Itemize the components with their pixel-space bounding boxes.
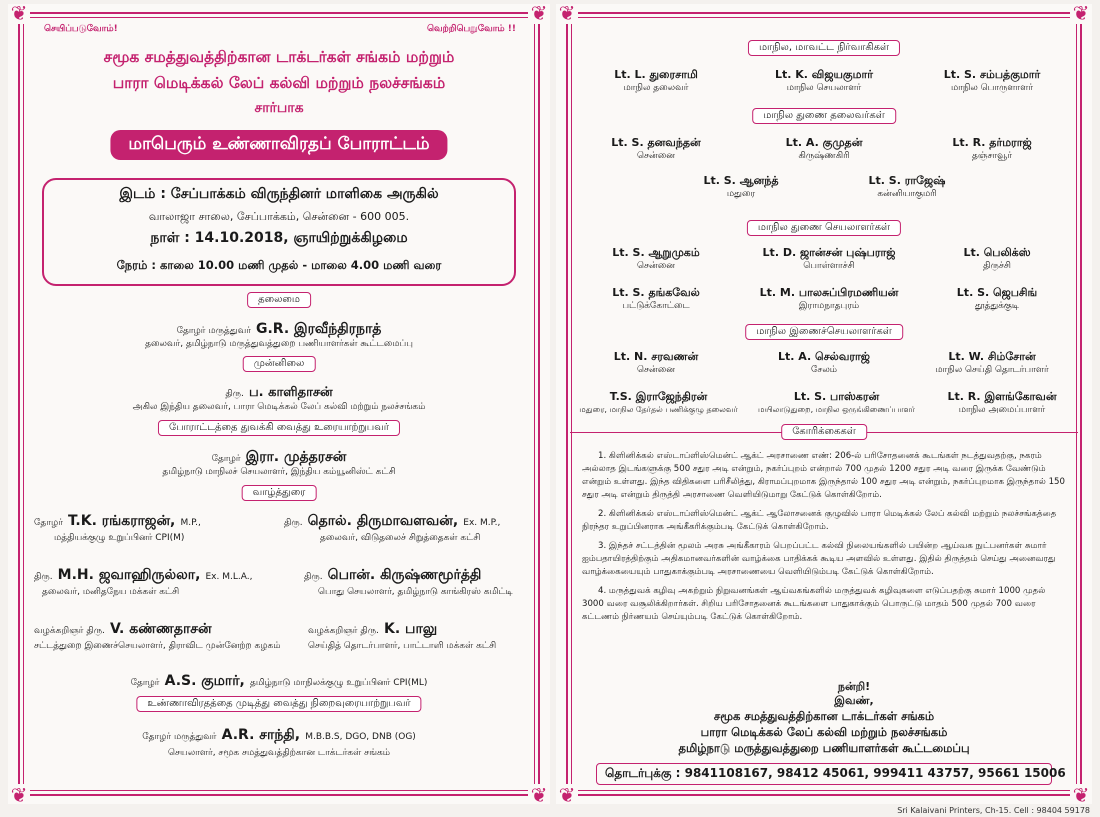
signature-org-2: பாரா மெடிக்கல் லேப் கல்வி மற்றும் நலச்சங்கம்	[700, 725, 948, 739]
org-line-3: சார்பாக	[254, 100, 304, 116]
officer-role: மாநில பொருளாளர்	[950, 83, 1034, 93]
org-line-1: சமூக சமத்துவத்திற்கான டாக்டர்கள் சங்கம் மற்றும்	[103, 48, 455, 66]
greeter-role: மத்தியக்குழு உறுப்பினர் CPI(M)	[54, 533, 185, 543]
greeter-name: M.H. ஜவாஹிருல்லா,	[57, 567, 201, 583]
officer-card	[744, 286, 914, 312]
greeter-6	[308, 618, 534, 652]
greeter-last-role: தமிழ்நாடு மாநிலக்குழு உறுப்பினர் CPI(ML)	[249, 678, 428, 688]
officer-name: Lt. S. ஜெபசிங்	[956, 286, 1038, 299]
inaugurator-role: தமிழ்நாடு மாநிலச் செயலாளர், இந்திய கம்யூனிஸ்ட் கட்சி	[162, 467, 396, 477]
ornament-corner-icon: ❦	[8, 784, 30, 804]
officer-card	[576, 390, 741, 416]
greeter-role: தலைவர், மனிதநேய மக்கள் கட்சி	[42, 587, 180, 597]
greeter-name: K. பாலு	[384, 621, 438, 637]
officer-name: Lt. M. பாலசுப்பிரமணியன்	[759, 286, 899, 299]
greeter-2	[284, 510, 534, 544]
greeter-prefix: திரு.	[304, 572, 323, 582]
slogan-left: செயிப்படுவோம்!	[44, 24, 118, 34]
regards-text: இவண்,	[834, 694, 874, 707]
officer-card	[912, 350, 1072, 376]
officer-place: சேலம்	[810, 365, 838, 375]
greeter-prefix: தோழர்	[34, 518, 63, 528]
greeter-role: சட்டத்துறை இணைச்செயலாளர், திராவிட முன்னேற்ற கழகம்	[34, 641, 281, 651]
greeter-last-name: A.S. குமார்,	[164, 673, 245, 689]
org-line-2: பாரா மெடிக்கல் லேப் கல்வி மற்றும் நலச்சங்கம்	[112, 74, 446, 92]
demands-label: கோரிக்கைகள்	[781, 424, 867, 440]
greeter-4	[304, 564, 534, 598]
officer-name: Lt. S. பாஸ்கரன்	[793, 390, 880, 403]
officer-place: மாநில அமைப்பாளர்	[958, 405, 1046, 415]
officer-card	[922, 246, 1072, 272]
officer-card	[912, 68, 1072, 94]
officer-card	[749, 390, 924, 416]
greeter-prefix: வழக்கறிஞர் திரு.	[34, 626, 105, 636]
ornament-corner-icon: ❦	[556, 4, 578, 24]
officer-place: தூத்துக்குடி	[974, 301, 1019, 311]
officer-name: Lt. K. விஜயகுமார்	[775, 68, 873, 81]
ornament-corner-icon: ❦	[528, 4, 550, 24]
officer-place: கன்னியாகுமரி	[877, 189, 937, 199]
vice-presidents-row-1	[576, 136, 1072, 162]
officer-place: பொள்ளாச்சி	[803, 261, 855, 271]
officer-card	[744, 350, 904, 376]
officer-place: மதுரை, மாநில தேர்தல் பணிக்குழு தலைவர்	[579, 405, 738, 414]
joint-secretaries-row-2	[576, 390, 1072, 416]
officer-place: மதுரை	[726, 189, 756, 199]
date-line: நாள் : 14.10.2018, ஞாயிற்றுக்கிழமை	[150, 230, 408, 246]
greeter-prefix: திரு.	[284, 518, 303, 528]
vice-presidents-label: மாநில துணை தலைவர்கள்	[752, 108, 896, 124]
officer-name: Lt. W. சிம்சோன்	[948, 350, 1036, 363]
officer-name: Lt. S. தனவந்தன்	[611, 136, 701, 149]
officer-name: Lt. R. தர்மராஜ்	[952, 136, 1032, 149]
greeter-suffix: Ex. M.L.A.,	[205, 572, 253, 582]
officer-name: Lt. R. இளங்கோவன்	[947, 390, 1057, 403]
contact-numbers: 9841108167, 98412 45061, 999411 43757, 95661 15006	[684, 766, 1066, 780]
ornament-corner-icon: ❦	[1070, 784, 1092, 804]
officer-place: சென்னை	[637, 261, 675, 271]
officer-name: Lt. S. ஆனந்த்	[703, 174, 779, 187]
presider-role: தலைவர், தமிழ்நாடு மருத்துவத்துறை பணியாளர்கள் கூட்டமைப்பு	[145, 339, 413, 349]
officer-name: Lt. S. ஆறுமுகம்	[612, 246, 700, 259]
greeter-last-prefix: தோழர்	[130, 678, 160, 688]
closer-prefix: தோழர் மருத்துவர்	[142, 732, 217, 742]
officer-place: இராமநாதபுரம்	[798, 301, 860, 311]
leader-line	[28, 381, 530, 401]
greeter-prefix: திரு.	[34, 572, 53, 582]
officer-role: மாநில தலைவர்	[623, 83, 689, 93]
closer-degrees: M.B.B.S, DGO, DNB (OG)	[305, 732, 416, 742]
closer-role: செயலாளர், சமூக சமத்துவத்திற்கான டாக்டர்கள் சங்கம்	[168, 748, 390, 758]
ornament-corner-icon: ❦	[8, 4, 30, 24]
vice-secretaries-row-1	[576, 246, 1072, 272]
leader-role: அகில இந்திய தலைவர், பாரா மெடிக்கல் லேப் கல்வி மற்றும் நலச்சங்கம்	[132, 402, 426, 412]
ornament-corner-icon: ❦	[1070, 4, 1092, 24]
demands-list	[582, 450, 1066, 630]
time-line: நேரம் : காலை 10.00 மணி முதல் - மாலை 4.00 மணி வரை	[116, 258, 442, 272]
officer-place: மயிலாடுதுறை, மாநில ஒருங்கிணைப்பாளர்	[758, 405, 915, 414]
officer-name: Lt. A. குமுதன்	[785, 136, 863, 149]
venue-box	[42, 178, 516, 286]
greeter-prefix: வழக்கறிஞர் திரு.	[308, 626, 379, 636]
officer-name: Lt. S. சம்பத்குமார்	[943, 68, 1041, 81]
vice-secretaries-row-2	[576, 286, 1072, 312]
joint-secretaries-row-1	[576, 350, 1072, 376]
greetings-label: வாழ்த்துரை	[242, 485, 317, 501]
officer-place: சென்னை	[637, 151, 675, 161]
officer-card	[744, 246, 914, 272]
demand-item: 2. கிளினிக்கல் எஸ்டாப்ளிஸ்மென்ட் ஆக்ட் ஆலோசனைக் குழுவில் பாரா மெடிக்கல் லேப் கல்வி மற்றும் நலச்சங்கத்தை நிரந்தர உறுப்பினராக அங்கீகரிக்கும்படி கேட்டுக் கொள்கிறோம்.	[582, 509, 1057, 532]
closer-line	[28, 724, 530, 745]
officer-name: Lt. S. ராஜேஷ்	[868, 174, 946, 187]
greeter-3	[34, 564, 284, 598]
vice-secretaries-label: மாநில துணை செயலாளர்கள்	[747, 220, 901, 236]
greeter-last	[28, 670, 530, 691]
officer-card	[576, 286, 736, 312]
contact-box	[596, 763, 1066, 785]
greeter-name: பொன். கிருஷ்ணமூர்த்தி	[327, 567, 482, 583]
signature-org-3: தமிழ்நாடு மருத்துவத்துறை பணியாளர்கள் கூட்டமைப்பு	[678, 741, 970, 755]
officer-place: தஞ்சாவூர்	[971, 151, 1013, 161]
left-notice-page	[8, 4, 550, 804]
officer-name: Lt. N. சரவணன்	[613, 350, 699, 363]
state-admins-row	[576, 68, 1072, 94]
greeter-suffix: Ex. M.P.,	[463, 518, 501, 528]
greeter-5	[34, 618, 304, 652]
officer-place: மாநில செய்தி தொடர்பாளர்	[935, 365, 1049, 375]
venue-line-1: இடம் : சேப்பாக்கம் விருந்தினர் மாளிகை அருகில்	[119, 186, 439, 202]
joint-secretaries-label: மாநில இணைச்செயலாளர்கள்	[745, 324, 903, 340]
officer-card	[576, 246, 736, 272]
leadership-label: முன்னிலை	[243, 356, 316, 372]
officer-card	[912, 136, 1072, 162]
officer-card	[576, 350, 736, 376]
greeter-role: பொது செயலாளர், தமிழ்நாடு காங்கிரஸ் கமிட்டி	[318, 587, 513, 597]
closer-name: A.R. சாந்தி,	[221, 727, 301, 743]
officer-name: Lt. D. ஜான்சன் புஷ்பராஜ்	[762, 246, 896, 259]
officer-card	[576, 136, 736, 162]
event-title-banner: மாபெரும் உண்ணாவிரதப் போராட்டம்	[110, 130, 447, 160]
greeter-name: தொல். திருமாவளவன்,	[307, 513, 459, 529]
ornament-corner-icon: ❦	[528, 784, 550, 804]
leader-prefix: திரு.	[225, 389, 244, 399]
officer-name: T.S. இராஜேந்திரன்	[609, 390, 708, 403]
officer-card	[744, 68, 904, 94]
officer-card	[922, 286, 1072, 312]
vice-presidents-row-2	[666, 174, 982, 200]
inaugurator-name: இரா. முத்தரசன்	[245, 449, 347, 465]
inaugural-label: போராட்டத்தை துவக்கி வைத்து உரையாற்றுபவர்	[158, 420, 400, 436]
officer-place: திருச்சி	[983, 261, 1011, 271]
presider-line	[28, 318, 530, 339]
presided-label: தலைமை	[247, 292, 311, 308]
inaugurator-prefix: தோழர்	[211, 454, 241, 464]
officer-card	[744, 136, 904, 162]
officer-card	[576, 68, 736, 94]
demand-item: 4. மருத்துவக் கழிவு அகற்றும் நிறுவனங்கள் ஆய்வகங்களில் மருத்துவக் கழிவுகளை எடுப்பதற்கு சுமார் 1000 முதல் 3000 வரை வசூலிக்கிறார்கள். சிறிய பரிசோதனைக் கூடங்களை பாதுகாக்கும் பொருட்டு மாதம் 500 முதல் 700 வரை கட்டணம் நிர்ணயம் செய்யும்படி கேட்டுக் கொள்கிறோம்.	[582, 586, 1046, 622]
greeter-role: செய்தித் தொடர்பாளர், பாட்டாளி மக்கள் கட்சி	[308, 641, 497, 651]
thanks-text: நன்றி!	[837, 680, 871, 693]
greeter-1	[34, 510, 274, 544]
signature-org-1: சமூக சமத்துவத்திற்கான டாக்டர்கள் சங்கம்	[713, 709, 935, 723]
slogan-right: வெற்றிபெறுவோம் !!	[426, 24, 516, 34]
inaugurator-line	[28, 446, 530, 467]
right-notice-page	[556, 4, 1092, 804]
greeter-suffix: M.P.,	[180, 518, 201, 528]
presider-prefix: தோழர் மருத்துவர்	[176, 326, 251, 336]
officer-card	[832, 174, 982, 200]
demand-item: 1. கிளினிக்கல் எஸ்டாப்ளிஸ்மென்ட் ஆக்ட் அரசாணை எண்: 206-ல் பரிசோதனைக் கூடங்கள் நடத்துவதற்கு, நகரம் அல்லாத இடங்களுக்கு 500 சதுர அடி என்றும், நகர்ப்புறம் என்றால் 700 முதல் 1200 சதுர அடி வரை இருக்க வேண்டும் என்றும் உள்ளது. இந்த விதிகளை பரிசீலித்து, கிராமப்புறமாக இருந்தால் 100 சதுர அடி என்றும், நகர்ப்புறமாக இருந்தால் 150 சதுர அடி என்றும் திருத்தி அரசாணை வெளியிடுமாறு கேட்டுக் கொள்கிறோம்.	[582, 451, 1065, 500]
officer-name: Lt. A. செல்வராஜ்	[778, 350, 870, 363]
officer-role: மாநில செயலாளர்	[786, 83, 862, 93]
closing-label: உண்ணாவிரதத்தை முடித்து வைத்து நிறைவுரையாற்றுபவர்	[136, 696, 421, 712]
greeter-name: T.K. ரங்கராஜன்,	[68, 513, 176, 529]
officer-place: கிருஷ்ணகிரி	[798, 151, 850, 161]
officer-card	[666, 174, 816, 200]
greeter-role: தலைவர், விடுதலைச் சிறுத்தைகள் கட்சி	[320, 533, 481, 543]
leader-name: ப. காளிதாசன்	[248, 385, 333, 400]
printer-credit: Sri Kalaivani Printers, Ch-15. Cell : 98404 59178	[897, 806, 1090, 815]
venue-line-2: வாலாஜா சாலை, சேப்பாக்கம், சென்னை - 600 005.	[148, 210, 410, 223]
officer-place: சென்னை	[637, 365, 675, 375]
greeter-name: V. கண்ணதாசன்	[110, 621, 212, 637]
officer-card	[932, 390, 1072, 416]
ornament-corner-icon: ❦	[556, 784, 578, 804]
officer-name: Lt. L. துரைசாமி	[614, 68, 698, 81]
demand-item: 3. இந்தச் சட்டத்தின் மூலம் அரசு அங்கீகாரம் பெறப்பட்ட கல்வி நிலையங்களில் பயின்ற ஆய்வக நுட்பனர்கள் சுமார் ஐம்பதாயிரத்திற்கும் அதிகமானவர்களின் வாழ்க்கை பாதிக்கக் கூடிய அளவில் உள்ளது. இதில் திருத்தம் செய்து அனைவரது வாழ்க்கையையும் பாதுகாக்கும்படி அரசாணையை வெளியிடும்படி கேட்டுக் கொள்கிறோம்.	[582, 541, 1056, 577]
contact-label: தொடர்புக்கு :	[605, 766, 681, 780]
officer-place: பட்டுக்கோட்டை	[622, 301, 690, 311]
presider-name: G.R. இரவீந்திரநாத்	[256, 321, 382, 337]
officer-name: Lt. S. தங்கவேல்	[612, 286, 700, 299]
officer-name: Lt. பெலிக்ஸ்	[963, 246, 1031, 259]
state-admins-label: மாநில, மாவட்ட நிர்வாகிகள்	[748, 40, 900, 56]
